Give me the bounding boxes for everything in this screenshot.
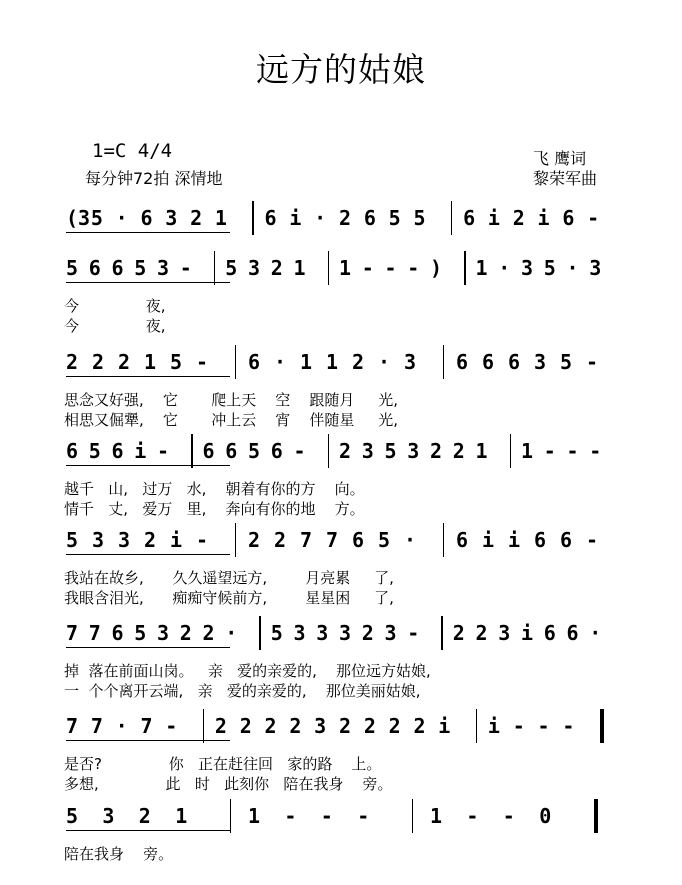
- note: 3: [293, 621, 306, 645]
- note: 6: [482, 350, 495, 374]
- note: 7: [66, 621, 79, 645]
- note: 1: [430, 804, 443, 828]
- note: 6: [534, 528, 547, 552]
- note: ·: [274, 350, 287, 374]
- note: -: [543, 439, 556, 463]
- staff-row: [0, 527, 682, 607]
- bar-line: [235, 345, 236, 379]
- bar-line: [191, 434, 192, 468]
- note: i: [487, 206, 500, 230]
- note: ·: [378, 350, 391, 374]
- note: -: [512, 714, 525, 738]
- bar-line: [252, 201, 253, 235]
- note: 6: [560, 528, 573, 552]
- bar-line: [203, 709, 204, 743]
- notes-line: [0, 438, 682, 468]
- beam-line: [66, 232, 230, 233]
- composer-credit: 黎荣军曲: [533, 169, 598, 188]
- note: -: [407, 621, 420, 645]
- note: 2: [202, 621, 215, 645]
- note: 2: [339, 714, 352, 738]
- note: 5: [560, 350, 573, 374]
- note: 6: [88, 256, 101, 280]
- lyric-line: 多想, 此 时 此刻你 陪在我身 旁。: [64, 775, 393, 793]
- note: 3: [157, 621, 170, 645]
- note: 7: [66, 714, 79, 738]
- notes-line: [0, 349, 682, 379]
- note: 7: [90, 714, 103, 738]
- note: 2: [363, 714, 376, 738]
- note: 6: [352, 528, 365, 552]
- note: (3: [66, 206, 91, 230]
- note: 2: [239, 714, 252, 738]
- note: 6: [463, 206, 476, 230]
- note: 6: [66, 439, 79, 463]
- note: 2: [118, 350, 131, 374]
- note: 3: [404, 350, 417, 374]
- note: 3: [314, 714, 327, 738]
- note: 7: [300, 528, 313, 552]
- note: 5: [413, 206, 426, 230]
- note: 3: [92, 528, 105, 552]
- note: ·: [498, 256, 511, 280]
- note: 1: [248, 804, 261, 828]
- bar-line: [594, 799, 598, 833]
- lyric-line: 情千 丈, 爱万 里, 奔向有你的地 方。: [64, 500, 365, 518]
- lyric-line: 思念又好强, 它 爬上天 空 跟随月 光,: [64, 391, 398, 409]
- note: 2: [66, 350, 79, 374]
- beam-line: [66, 282, 230, 283]
- note: 6: [248, 350, 261, 374]
- note: 5: [170, 350, 183, 374]
- note: i: [482, 528, 495, 552]
- note: 2: [264, 714, 277, 738]
- note: 6: [111, 621, 124, 645]
- note: 5: [88, 439, 101, 463]
- note: 3: [316, 621, 329, 645]
- notes-line: [0, 527, 682, 557]
- lyric-line: 掉 落在前面山岗。 亲 爱的亲爱的, 那位远方姑娘,: [64, 662, 431, 680]
- staff-row: [0, 803, 682, 863]
- note: 2: [413, 714, 426, 738]
- notes-line: [0, 205, 682, 235]
- note: -: [407, 256, 420, 280]
- note: 3: [165, 206, 178, 230]
- note: 3: [361, 439, 374, 463]
- note: 3: [248, 256, 261, 280]
- beam-line: [66, 376, 230, 377]
- key-signature: 1=C 4/4: [92, 140, 173, 162]
- note: 6: [264, 206, 277, 230]
- bar-line: [441, 616, 442, 650]
- bar-line: [328, 434, 329, 468]
- note: 6: [456, 350, 469, 374]
- note: i: [487, 714, 500, 738]
- note: ·: [115, 714, 128, 738]
- note: 3: [407, 439, 420, 463]
- note: 2: [475, 621, 488, 645]
- note: 1: [175, 804, 188, 828]
- note: 2: [512, 206, 525, 230]
- note: 2: [190, 206, 203, 230]
- lyric-line: 相思又倔犟, 它 冲上云 宵 伴随星 光,: [64, 411, 398, 429]
- note: 1: [521, 439, 534, 463]
- notes-line: [0, 255, 682, 285]
- beam-line: [66, 830, 230, 831]
- staff-row: [0, 438, 682, 518]
- note: 2: [274, 528, 287, 552]
- note: 2: [214, 714, 227, 738]
- note: 7: [88, 621, 101, 645]
- note: 6: [140, 206, 153, 230]
- note: i: [508, 528, 521, 552]
- note: 6: [225, 439, 238, 463]
- staff-row: [0, 255, 682, 335]
- bar-line: [214, 251, 215, 285]
- note: -: [586, 350, 599, 374]
- note: 3: [521, 256, 534, 280]
- tempo-marking: 每分钟72拍 深情地: [85, 169, 223, 188]
- note: i: [521, 621, 534, 645]
- note: 6: [566, 621, 579, 645]
- note: 2: [138, 804, 151, 828]
- note: 2: [352, 350, 365, 374]
- note: 6: [543, 621, 556, 645]
- beam-line: [66, 554, 230, 555]
- note: 5: [66, 804, 79, 828]
- note: 2: [289, 714, 302, 738]
- staff-row: [0, 713, 682, 793]
- note: 2: [339, 206, 352, 230]
- note: -: [157, 439, 170, 463]
- note: ·: [589, 621, 602, 645]
- bar-line: [328, 251, 329, 285]
- note: -: [284, 804, 297, 828]
- note: 5: [134, 621, 147, 645]
- note: 2: [270, 256, 283, 280]
- note: -: [537, 714, 550, 738]
- note: i: [537, 206, 550, 230]
- note: ·: [115, 206, 128, 230]
- lyric-line: 我眼含泪光, 痴痴守候前方, 星星困 了,: [64, 589, 394, 607]
- note: 3: [118, 528, 131, 552]
- note: 6: [508, 350, 521, 374]
- lyric-line: 今 夜,: [64, 317, 166, 335]
- note: 2: [452, 621, 465, 645]
- note: 1: [339, 256, 352, 280]
- note: -: [587, 206, 600, 230]
- note: 5: [134, 256, 147, 280]
- note: 2: [452, 439, 465, 463]
- lyric-line: 是否? 你 正在赶往回 家的路 上。: [64, 755, 382, 773]
- note: 6: [270, 439, 283, 463]
- note: -: [165, 714, 178, 738]
- note: 1: [326, 350, 339, 374]
- note: 0: [539, 804, 552, 828]
- staff-row: [0, 349, 682, 429]
- note: 2: [361, 621, 374, 645]
- lyric-line: 我站在故乡, 久久遥望远方, 月亮累 了,: [64, 569, 394, 587]
- note: 2: [144, 528, 157, 552]
- beam-line: [66, 465, 230, 466]
- note: 3: [102, 804, 115, 828]
- note: 6: [456, 528, 469, 552]
- note: -: [320, 804, 333, 828]
- note: i: [438, 714, 451, 738]
- lyric-line: 越千 山, 过万 水, 朝着有你的方 向。: [64, 480, 365, 498]
- note: 1: [300, 350, 313, 374]
- note: 5: [66, 256, 79, 280]
- lyric-line: 一 个个离开云端, 亲 爱的亲爱的, 那位美丽姑娘,: [64, 682, 421, 700]
- note: i: [289, 206, 302, 230]
- note: 6: [111, 256, 124, 280]
- note: 5: [66, 528, 79, 552]
- lyricist-credit: 飞 鹰词: [533, 149, 587, 168]
- note: -: [384, 256, 397, 280]
- bar-line: [235, 523, 236, 557]
- note: -: [357, 804, 370, 828]
- note: -: [361, 256, 374, 280]
- bar-line: [510, 434, 511, 468]
- note: 3: [157, 256, 170, 280]
- note: 7: [326, 528, 339, 552]
- note: 5: [543, 256, 556, 280]
- bar-line: [476, 709, 477, 743]
- note: 3: [498, 621, 511, 645]
- note: ·: [404, 528, 417, 552]
- note: ·: [225, 621, 238, 645]
- note: -: [566, 439, 579, 463]
- note: 6: [363, 206, 376, 230]
- bar-line: [443, 345, 444, 379]
- note: 5: [225, 256, 238, 280]
- note: 5: [270, 621, 283, 645]
- note: i: [134, 439, 147, 463]
- note: 1: [475, 256, 488, 280]
- note: 6: [202, 439, 215, 463]
- lyric-line: 陪在我身 旁。: [64, 845, 174, 863]
- note: 1: [144, 350, 157, 374]
- bar-line: [412, 799, 413, 833]
- note: -: [179, 256, 192, 280]
- bar-line: [451, 201, 452, 235]
- note: 1: [214, 206, 227, 230]
- note: -: [586, 528, 599, 552]
- notes-line: [0, 803, 682, 833]
- note: -: [196, 350, 209, 374]
- note: ): [430, 256, 443, 280]
- note: 6: [111, 439, 124, 463]
- note: -: [466, 804, 479, 828]
- notes-line: [0, 620, 682, 650]
- note: 3: [339, 621, 352, 645]
- note: ·: [314, 206, 327, 230]
- note: 5: [384, 439, 397, 463]
- note: -: [196, 528, 209, 552]
- note: 2: [430, 439, 443, 463]
- note: 3: [589, 256, 602, 280]
- note: 2: [339, 439, 352, 463]
- note: 5: [378, 528, 391, 552]
- note: 5: [90, 206, 103, 230]
- staff-row: [0, 620, 682, 700]
- bar-line: [230, 799, 231, 833]
- note: 2: [179, 621, 192, 645]
- bar-line: [600, 709, 604, 743]
- notes-line: [0, 713, 682, 743]
- note: 2: [248, 528, 261, 552]
- note: 1: [293, 256, 306, 280]
- song-title: 远方的姑娘: [256, 50, 426, 89]
- note: 3: [384, 621, 397, 645]
- note: i: [170, 528, 183, 552]
- note: -: [502, 804, 515, 828]
- note: 5: [388, 206, 401, 230]
- bar-line: [464, 251, 465, 285]
- bar-line: [259, 616, 260, 650]
- note: 1: [475, 439, 488, 463]
- beam-line: [66, 740, 230, 741]
- note: -: [293, 439, 306, 463]
- beam-line: [66, 647, 230, 648]
- note: -: [589, 439, 602, 463]
- note: 7: [140, 714, 153, 738]
- note: 3: [534, 350, 547, 374]
- note: 5: [248, 439, 261, 463]
- note: ·: [566, 256, 579, 280]
- note: 2: [92, 350, 105, 374]
- bar-line: [443, 523, 444, 557]
- note: 6: [562, 206, 575, 230]
- lyric-line: 今 夜,: [64, 297, 166, 315]
- note: 2: [388, 714, 401, 738]
- note: -: [562, 714, 575, 738]
